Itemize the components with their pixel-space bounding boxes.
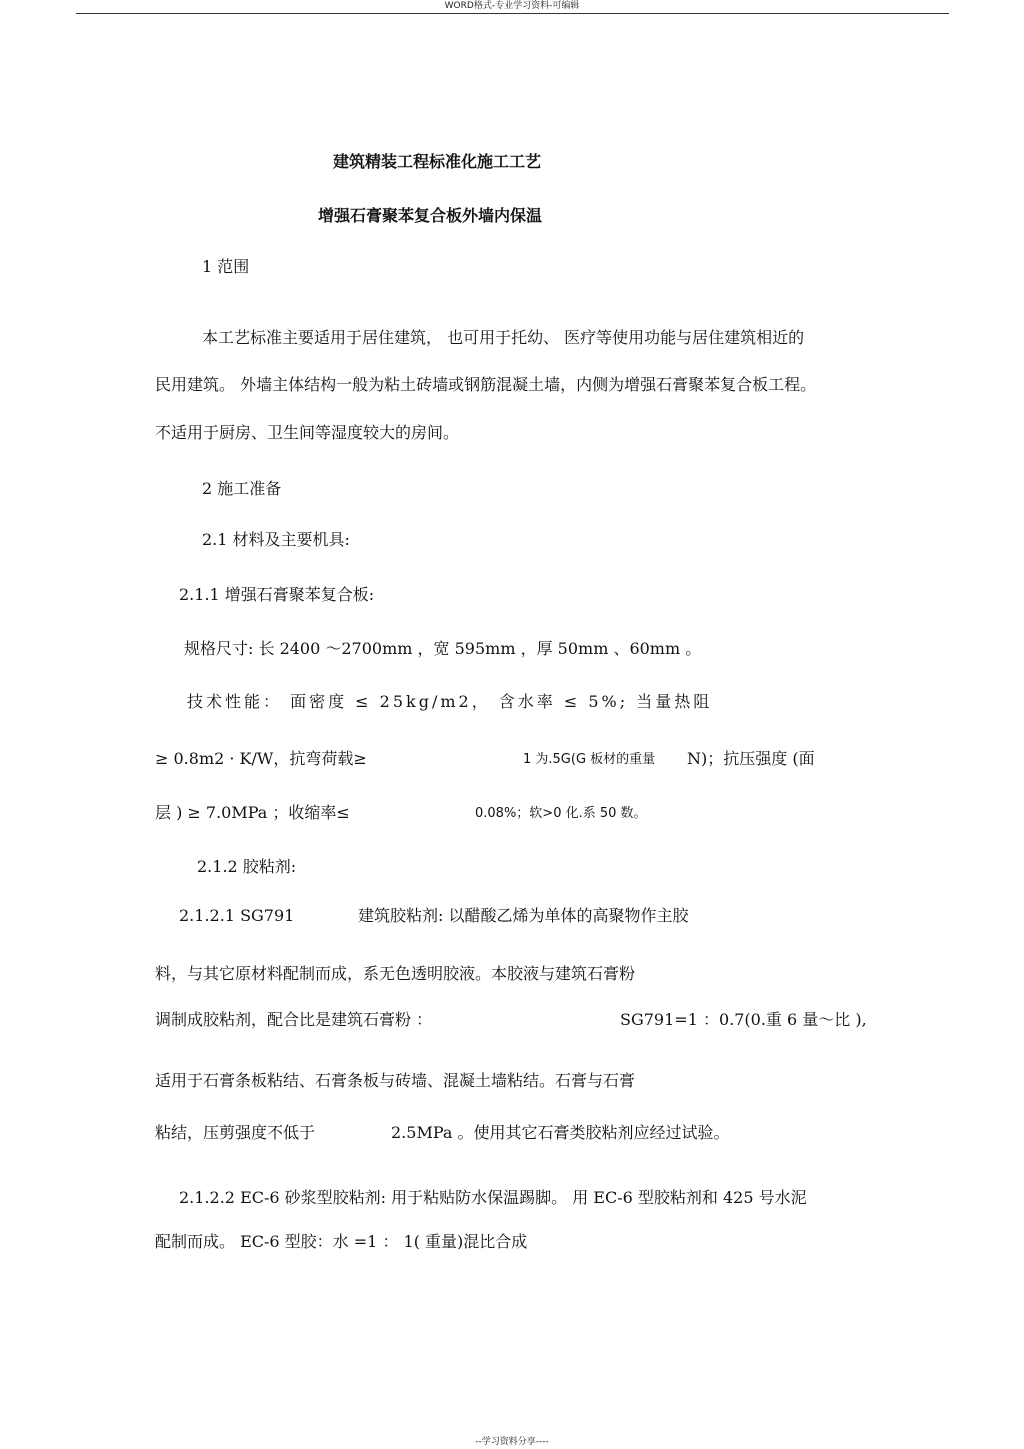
para-2-line-5-b: 2.5MPa 。使用其它石膏类胶粘剂应经过试验。	[391, 1123, 730, 1142]
tech-line-3-b: 0.08%；软>0 化.系 50 数。	[475, 806, 647, 821]
tech-line-1: 技术性能： 面密度 ≤ 25kg/m2， 含水率 ≤ 5%; 当量热阻	[187, 692, 713, 711]
tech-line-2-a: ≥ 0.8m2 · K/W，抗弯荷载≥	[155, 749, 367, 768]
para-1-line-3: 不适用于厨房、卫生间等湿度较大的房间。	[155, 423, 460, 442]
spec-line: 规格尺寸: 长 2400 ～2700mm ，宽 595mm ，厚 50mm 、60mm 。	[184, 639, 702, 658]
section-2-heading: 2 施工准备	[202, 479, 282, 498]
para-2-line-4: 适用于石膏条板粘结、石膏条板与砖墙、混凝土墙粘结。石膏与石膏	[155, 1071, 636, 1090]
page-header: WORD格式-专业学习资料-可编辑	[444, 1, 580, 11]
tech-line-2-b: 1 为.5G(G 板材的重量	[523, 752, 656, 767]
para-1-line-1: 本工艺标准主要适用于居住建筑， 也可用于托幼、 医疗等使用功能与居住建筑相近的	[202, 328, 805, 347]
section-2-1-1-heading: 2.1.1 增强石膏聚苯复合板:	[179, 585, 375, 604]
page-footer: --学习资料分享----	[475, 1437, 549, 1447]
para-1-line-2: 民用建筑。 外墙主体结构一般为粘土砖墙或钢筋混凝土墙，内侧为增强石膏聚苯复合板工程。	[155, 375, 817, 394]
section-1-heading: 1 范围	[202, 257, 250, 276]
doc-subtitle: 增强石膏聚苯复合板外墙内保温	[318, 206, 543, 225]
section-2-1-2-1-number: 2.1.2.1 SG791	[179, 906, 295, 925]
section-2-1-heading: 2.1 材料及主要机具:	[202, 530, 350, 549]
tech-line-2-c: N)；抗压强度 (面	[687, 749, 815, 768]
para-2-line-3-a: 调制成胶粘剂，配合比是建筑石膏粉 ：	[155, 1010, 433, 1029]
doc-title: 建筑精装工程标准化施工工艺	[333, 152, 542, 171]
para-2-line-2: 料，与其它原材料配制而成，系无色透明胶液。本胶液与建筑石膏粉	[155, 964, 636, 983]
para-2-line-5-a: 粘结，压剪强度不低于	[155, 1123, 316, 1142]
tech-line-3-a: 层 ) ≥ 7.0MPa ；收缩率≤	[155, 803, 350, 822]
section-2-1-2-1-text: 建筑胶粘剂: 以醋酸乙烯为单体的高聚物作主胶	[358, 906, 689, 925]
para-2-line-3-b: SG791=1 ：0.7(0.重 6 量～比 ),	[620, 1010, 867, 1029]
para-3-line-1: 2.1.2.2 EC-6 砂浆型胶粘剂: 用于粘贴防水保温踢脚。 用 EC-6 型胶粘剂和 425 号水泥	[179, 1188, 807, 1207]
header-rule	[76, 13, 949, 14]
para-3-line-2: 配制而成。 EC-6 型胶：水 =1 ： 1( 重量)混比合成	[155, 1232, 528, 1251]
section-2-1-2-heading: 2.1.2 胶粘剂:	[197, 857, 297, 876]
